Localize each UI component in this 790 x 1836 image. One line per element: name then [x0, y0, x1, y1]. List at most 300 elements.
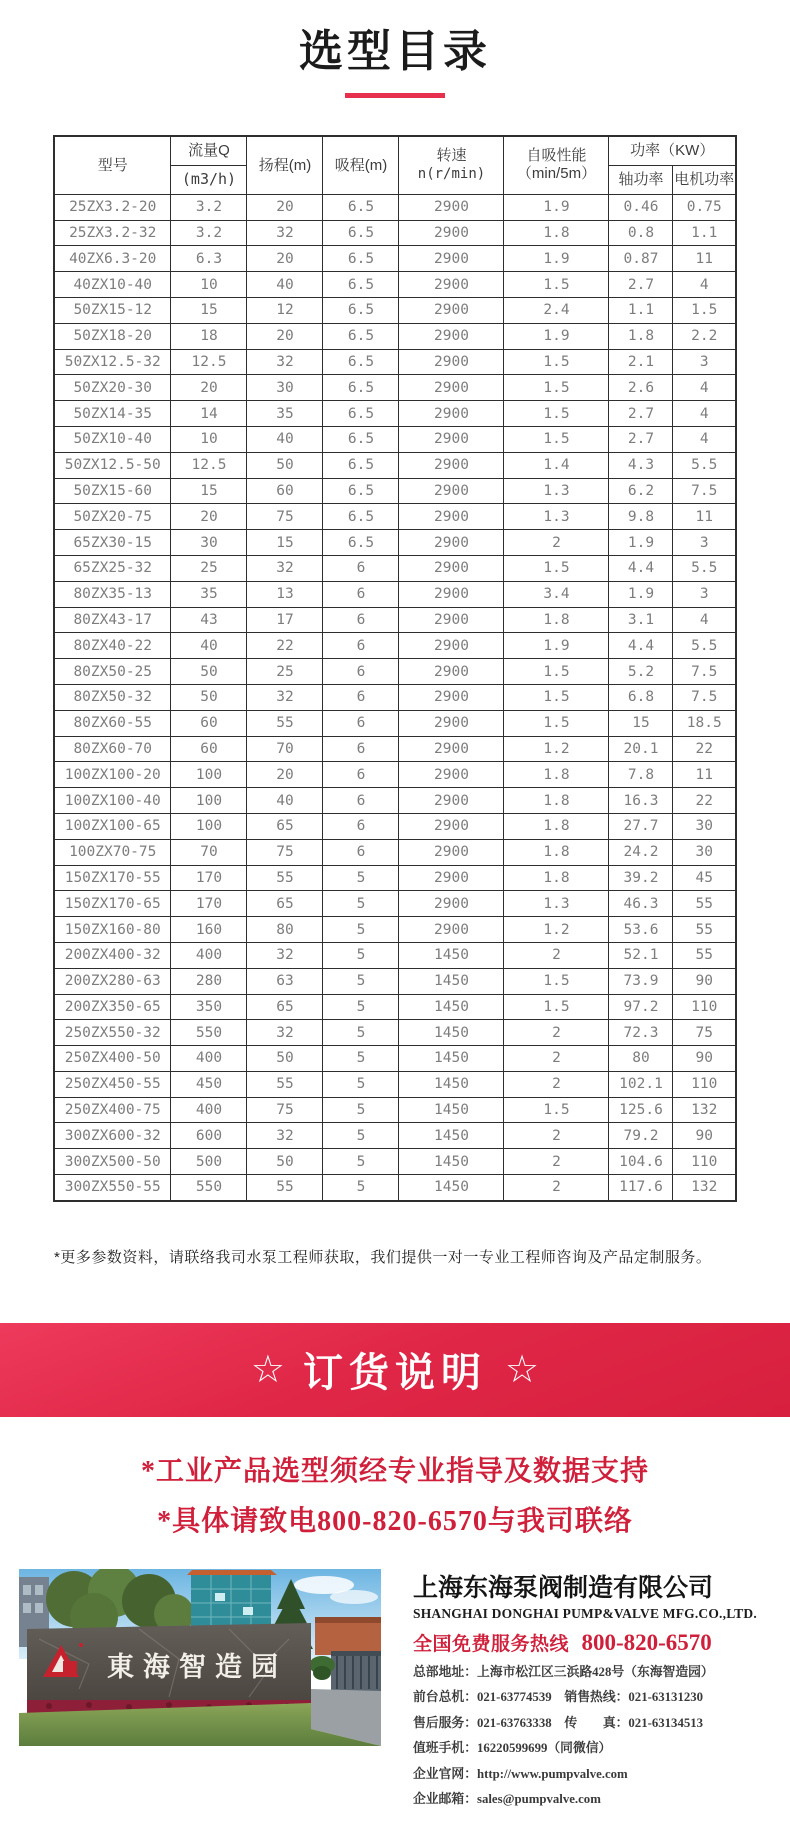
cell-flow: 600	[171, 1123, 247, 1149]
cell-motor_power: 90	[673, 1123, 736, 1149]
table-row	[54, 349, 736, 375]
cell-self_priming: 1.5	[504, 375, 609, 401]
table-row	[54, 607, 736, 633]
cell-speed: 2900	[399, 194, 504, 220]
right-building	[315, 1621, 381, 1655]
contact-phones-1: 前台总机：021-63774539 销售热线：021-63131230	[413, 1690, 704, 1705]
cell-self_priming: 1.9	[504, 246, 609, 272]
cell-self_priming: 1.9	[504, 323, 609, 349]
cell-suction: 6.5	[323, 401, 399, 427]
cell-head: 50	[247, 452, 323, 478]
cell-head: 65	[247, 813, 323, 839]
cell-head: 32	[247, 220, 323, 246]
cell-head: 70	[247, 736, 323, 762]
cell-shaft_power: 0.8	[609, 220, 673, 246]
table-row	[54, 1020, 736, 1046]
table-row	[54, 375, 736, 401]
cell-shaft_power: 117.6	[609, 1175, 673, 1201]
cell-motor_power: 132	[673, 1097, 736, 1123]
cell-speed: 2900	[399, 633, 504, 659]
cell-model: 50ZX18-20	[54, 323, 171, 349]
cell-speed: 2900	[399, 530, 504, 556]
table-row	[54, 1175, 736, 1201]
cell-suction: 5	[323, 1097, 399, 1123]
cell-suction: 6.5	[323, 375, 399, 401]
table-row	[54, 762, 736, 788]
banner-title-row	[251, 1341, 539, 1398]
cell-motor_power: 4	[673, 401, 736, 427]
cell-flow: 30	[171, 530, 247, 556]
cell-self_priming: 2	[504, 942, 609, 968]
cell-flow: 170	[171, 865, 247, 891]
cell-self_priming: 1.5	[504, 994, 609, 1020]
cell-head: 32	[247, 1123, 323, 1149]
cell-suction: 6.5	[323, 452, 399, 478]
cell-motor_power: 18.5	[673, 710, 736, 736]
cell-shaft_power: 73.9	[609, 968, 673, 994]
cell-self_priming: 2	[504, 530, 609, 556]
cell-self_priming: 2	[504, 1123, 609, 1149]
table-row	[54, 323, 736, 349]
cell-self_priming: 1.8	[504, 762, 609, 788]
cell-model: 50ZX10-40	[54, 426, 171, 452]
cell-suction: 6	[323, 813, 399, 839]
cell-head: 40	[247, 272, 323, 298]
cell-suction: 5	[323, 1020, 399, 1046]
table-row	[54, 865, 736, 891]
company-name-cn: 上海东海泵阀制造有限公司	[413, 1573, 714, 1602]
table-row	[54, 1123, 736, 1149]
cell-shaft_power: 4.4	[609, 633, 673, 659]
header-shaft-power: 轴功率	[609, 165, 673, 194]
cell-speed: 2900	[399, 375, 504, 401]
cell-motor_power: 3	[673, 581, 736, 607]
cell-suction: 6	[323, 839, 399, 865]
cell-shaft_power: 9.8	[609, 504, 673, 530]
cell-motor_power: 7.5	[673, 659, 736, 685]
table-row	[54, 1149, 736, 1175]
cell-motor_power: 110	[673, 1071, 736, 1097]
cell-model: 80ZX50-32	[54, 684, 171, 710]
table-row	[54, 839, 736, 865]
table-row	[54, 968, 736, 994]
cell-model: 150ZX160-80	[54, 917, 171, 943]
cell-suction: 6	[323, 633, 399, 659]
cell-speed: 1450	[399, 1046, 504, 1072]
cell-self_priming: 1.5	[504, 710, 609, 736]
table-row	[54, 194, 736, 220]
service-hotline	[413, 1629, 753, 1656]
cell-motor_power: 55	[673, 891, 736, 917]
cell-motor_power: 11	[673, 504, 736, 530]
cell-motor_power: 75	[673, 1020, 736, 1046]
company-section	[19, 1569, 771, 1813]
cell-motor_power: 55	[673, 942, 736, 968]
cell-motor_power: 3	[673, 530, 736, 556]
cell-flow: 15	[171, 297, 247, 323]
cell-self_priming: 1.8	[504, 788, 609, 814]
cell-model: 80ZX43-17	[54, 607, 171, 633]
header-motor-power: 电机功率	[673, 165, 736, 194]
table-row	[54, 788, 736, 814]
cell-head: 80	[247, 917, 323, 943]
cell-shaft_power: 6.2	[609, 478, 673, 504]
contact-website: 企业官网：http://www.pumpvalve.com	[413, 1766, 628, 1781]
cell-model: 100ZX100-20	[54, 762, 171, 788]
cell-model: 300ZX600-32	[54, 1123, 171, 1149]
cell-shaft_power: 16.3	[609, 788, 673, 814]
cell-suction: 5	[323, 865, 399, 891]
cell-self_priming: 1.5	[504, 426, 609, 452]
table-row	[54, 736, 736, 762]
cell-speed: 1450	[399, 1175, 504, 1201]
cell-motor_power: 1.5	[673, 297, 736, 323]
cell-shaft_power: 80	[609, 1046, 673, 1072]
cell-flow: 100	[171, 813, 247, 839]
cell-self_priming: 1.5	[504, 659, 609, 685]
cell-motor_power: 4	[673, 375, 736, 401]
cell-head: 30	[247, 375, 323, 401]
cell-speed: 2900	[399, 891, 504, 917]
cell-motor_power: 22	[673, 736, 736, 762]
cell-shaft_power: 0.46	[609, 194, 673, 220]
cell-model: 80ZX35-13	[54, 581, 171, 607]
cell-model: 50ZX15-60	[54, 478, 171, 504]
cell-speed: 2900	[399, 272, 504, 298]
cell-self_priming: 1.4	[504, 452, 609, 478]
cell-suction: 6	[323, 762, 399, 788]
cell-flow: 15	[171, 478, 247, 504]
cell-flow: 35	[171, 581, 247, 607]
table-row	[54, 272, 736, 298]
header-model: 型号	[54, 136, 171, 195]
table-row	[54, 1071, 736, 1097]
cell-head: 75	[247, 839, 323, 865]
cell-head: 32	[247, 942, 323, 968]
cell-head: 32	[247, 349, 323, 375]
cell-suction: 5	[323, 1071, 399, 1097]
cell-self_priming: 2	[504, 1175, 609, 1201]
cell-shaft_power: 72.3	[609, 1020, 673, 1046]
cell-suction: 6	[323, 710, 399, 736]
cell-model: 40ZX10-40	[54, 272, 171, 298]
cell-flow: 14	[171, 401, 247, 427]
cell-motor_power: 90	[673, 968, 736, 994]
table-row	[54, 478, 736, 504]
cell-self_priming: 1.3	[504, 478, 609, 504]
cell-head: 35	[247, 401, 323, 427]
cell-suction: 5	[323, 994, 399, 1020]
cell-suction: 5	[323, 917, 399, 943]
header-power: 功率（KW）	[609, 136, 736, 166]
cell-self_priming: 1.8	[504, 813, 609, 839]
cell-suction: 6.5	[323, 272, 399, 298]
cell-model: 200ZX350-65	[54, 994, 171, 1020]
cell-self_priming: 2.4	[504, 297, 609, 323]
cell-self_priming: 1.5	[504, 968, 609, 994]
cell-head: 20	[247, 323, 323, 349]
cell-motor_power: 4	[673, 607, 736, 633]
cell-speed: 2900	[399, 813, 504, 839]
company-info	[413, 1569, 757, 1813]
contact-email: 企业邮箱：sales@pumpvalve.com	[413, 1792, 601, 1807]
cell-shaft_power: 2.7	[609, 401, 673, 427]
sign-wall	[27, 1623, 311, 1705]
cell-shaft_power: 1.1	[609, 297, 673, 323]
cell-head: 32	[247, 555, 323, 581]
cell-shaft_power: 1.8	[609, 323, 673, 349]
cell-self_priming: 3.4	[504, 581, 609, 607]
cell-head: 55	[247, 1071, 323, 1097]
header-flow-unit: (m3/h)	[171, 165, 247, 194]
cell-suction: 5	[323, 891, 399, 917]
sign-text: 東海智造园	[107, 1651, 287, 1682]
cell-speed: 2900	[399, 220, 504, 246]
cell-self_priming: 1.2	[504, 736, 609, 762]
star-icon: ☆	[250, 1349, 285, 1392]
header-flow: 流量Q	[171, 136, 247, 166]
cell-self_priming: 1.8	[504, 839, 609, 865]
cell-model: 250ZX550-32	[54, 1020, 171, 1046]
cell-head: 55	[247, 865, 323, 891]
cell-flow: 10	[171, 426, 247, 452]
cell-motor_power: 30	[673, 839, 736, 865]
cell-motor_power: 11	[673, 246, 736, 272]
header-speed: 转速 n(r/min)	[399, 136, 504, 195]
cell-self_priming: 1.8	[504, 865, 609, 891]
cell-shaft_power: 97.2	[609, 994, 673, 1020]
cell-flow: 280	[171, 968, 247, 994]
order-instructions-banner	[0, 1323, 790, 1417]
cell-speed: 2900	[399, 839, 504, 865]
cell-flow: 6.3	[171, 246, 247, 272]
cell-suction: 6.5	[323, 504, 399, 530]
cell-speed: 1450	[399, 1097, 504, 1123]
cell-flow: 43	[171, 607, 247, 633]
notice-line-1: *工业产品选型须经专业指导及数据支持	[140, 1455, 649, 1487]
cell-flow: 25	[171, 555, 247, 581]
hotline-number: 800-820-6570	[581, 1629, 712, 1655]
cell-shaft_power: 2.6	[609, 375, 673, 401]
cell-shaft_power: 46.3	[609, 891, 673, 917]
contact-phones-2: 售后服务：021-63763338 传 真：021-63134513	[413, 1715, 704, 1730]
cell-shaft_power: 4.3	[609, 452, 673, 478]
cell-flow: 12.5	[171, 452, 247, 478]
cell-model: 150ZX170-55	[54, 865, 171, 891]
cell-flow: 100	[171, 762, 247, 788]
cell-model: 65ZX30-15	[54, 530, 171, 556]
cell-speed: 2900	[399, 478, 504, 504]
page-title: 选型目录	[299, 27, 491, 76]
cell-suction: 6	[323, 736, 399, 762]
cell-model: 80ZX60-55	[54, 710, 171, 736]
cell-suction: 6	[323, 555, 399, 581]
cell-flow: 400	[171, 1046, 247, 1072]
cell-motor_power: 1.1	[673, 220, 736, 246]
header-self-priming: 自吸性能 （min/5m）	[504, 136, 609, 195]
cell-model: 50ZX12.5-32	[54, 349, 171, 375]
cell-motor_power: 55	[673, 917, 736, 943]
cell-suction: 6.5	[323, 349, 399, 375]
header-head: 扬程(m)	[247, 136, 323, 195]
cell-flow: 170	[171, 891, 247, 917]
cell-suction: 6.5	[323, 530, 399, 556]
table-row	[54, 1046, 736, 1072]
cell-speed: 1450	[399, 1149, 504, 1175]
cell-suction: 6.5	[323, 297, 399, 323]
cell-suction: 6.5	[323, 246, 399, 272]
cell-speed: 2900	[399, 349, 504, 375]
cell-flow: 3.2	[171, 194, 247, 220]
cell-suction: 5	[323, 1123, 399, 1149]
cell-shaft_power: 1.9	[609, 530, 673, 556]
footnote: *更多参数资料，请联络我司水泵工程师获取，我们提供一对一专业工程师咨询及产品定制服务。	[54, 1248, 712, 1266]
cell-speed: 2900	[399, 684, 504, 710]
notice-line-2: *具体请致电800-820-6570与我司联络	[157, 1505, 633, 1537]
cell-model: 150ZX170-65	[54, 891, 171, 917]
cell-model: 250ZX400-50	[54, 1046, 171, 1072]
table-row	[54, 942, 736, 968]
cell-flow: 100	[171, 788, 247, 814]
cell-speed: 2900	[399, 246, 504, 272]
cell-motor_power: 45	[673, 865, 736, 891]
cell-head: 55	[247, 1175, 323, 1201]
hotline-label: 全国免费服务热线	[413, 1633, 570, 1655]
cell-motor_power: 132	[673, 1175, 736, 1201]
cell-flow: 40	[171, 633, 247, 659]
table-row	[54, 530, 736, 556]
cell-speed: 1450	[399, 1071, 504, 1097]
cell-shaft_power: 1.9	[609, 581, 673, 607]
cell-flow: 10	[171, 272, 247, 298]
cell-flow: 20	[171, 504, 247, 530]
cell-self_priming: 1.5	[504, 555, 609, 581]
cell-shaft_power: 2.7	[609, 272, 673, 298]
cell-self_priming: 2	[504, 1046, 609, 1072]
cell-suction: 6	[323, 607, 399, 633]
cell-motor_power: 4	[673, 272, 736, 298]
cell-head: 40	[247, 788, 323, 814]
cell-suction: 5	[323, 942, 399, 968]
cell-shaft_power: 5.2	[609, 659, 673, 685]
table-row	[54, 813, 736, 839]
cell-suction: 5	[323, 1046, 399, 1072]
cell-shaft_power: 104.6	[609, 1149, 673, 1175]
cell-suction: 6	[323, 659, 399, 685]
cell-suction: 6.5	[323, 194, 399, 220]
cell-model: 65ZX25-32	[54, 555, 171, 581]
cell-speed: 2900	[399, 917, 504, 943]
table-row	[54, 710, 736, 736]
cell-head: 40	[247, 426, 323, 452]
cell-shaft_power: 24.2	[609, 839, 673, 865]
cell-model: 50ZX12.5-50	[54, 452, 171, 478]
cell-motor_power: 90	[673, 1046, 736, 1072]
cell-motor_power: 110	[673, 994, 736, 1020]
cell-speed: 1450	[399, 994, 504, 1020]
cell-suction: 5	[323, 1149, 399, 1175]
cell-shaft_power: 15	[609, 710, 673, 736]
cell-shaft_power: 52.1	[609, 942, 673, 968]
cell-flow: 3.2	[171, 220, 247, 246]
cell-flow: 500	[171, 1149, 247, 1175]
cell-head: 20	[247, 246, 323, 272]
cell-model: 50ZX20-75	[54, 504, 171, 530]
contact-address: 总部地址：上海市松江区三浜路428号（东海智造园）	[413, 1664, 714, 1679]
cell-suction: 5	[323, 968, 399, 994]
cell-shaft_power: 4.4	[609, 555, 673, 581]
cell-flow: 450	[171, 1071, 247, 1097]
cell-motor_power: 3	[673, 349, 736, 375]
cell-head: 55	[247, 710, 323, 736]
cell-head: 17	[247, 607, 323, 633]
cell-flow: 550	[171, 1020, 247, 1046]
cell-suction: 6	[323, 788, 399, 814]
cell-model: 100ZX70-75	[54, 839, 171, 865]
banner-title: 订货说明	[303, 1351, 487, 1396]
cell-speed: 1450	[399, 942, 504, 968]
table-row	[54, 426, 736, 452]
cell-model: 80ZX50-25	[54, 659, 171, 685]
cell-speed: 2900	[399, 788, 504, 814]
cell-head: 25	[247, 659, 323, 685]
cell-self_priming: 1.3	[504, 891, 609, 917]
cell-motor_power: 5.5	[673, 633, 736, 659]
cell-head: 65	[247, 994, 323, 1020]
cell-motor_power: 110	[673, 1149, 736, 1175]
table-row	[54, 504, 736, 530]
cell-speed: 2900	[399, 452, 504, 478]
cell-suction: 6.5	[323, 478, 399, 504]
cell-self_priming: 1.5	[504, 1097, 609, 1123]
cell-self_priming: 1.8	[504, 607, 609, 633]
cell-head: 15	[247, 530, 323, 556]
cell-flow: 18	[171, 323, 247, 349]
cell-speed: 2900	[399, 736, 504, 762]
cell-model: 200ZX280-63	[54, 968, 171, 994]
cell-flow: 160	[171, 917, 247, 943]
cell-head: 20	[247, 194, 323, 220]
cell-speed: 2900	[399, 555, 504, 581]
cell-speed: 2900	[399, 426, 504, 452]
cell-speed: 2900	[399, 762, 504, 788]
cell-suction: 6.5	[323, 220, 399, 246]
cell-self_priming: 2	[504, 1071, 609, 1097]
table-row	[54, 452, 736, 478]
cell-head: 12	[247, 297, 323, 323]
cell-model: 50ZX15-12	[54, 297, 171, 323]
cell-suction: 6.5	[323, 426, 399, 452]
cell-flow: 70	[171, 839, 247, 865]
table-row	[54, 555, 736, 581]
cell-model: 80ZX60-70	[54, 736, 171, 762]
cell-model: 80ZX40-22	[54, 633, 171, 659]
cell-motor_power: 7.5	[673, 684, 736, 710]
cell-self_priming: 1.9	[504, 633, 609, 659]
cell-model: 200ZX400-32	[54, 942, 171, 968]
cell-model: 50ZX20-30	[54, 375, 171, 401]
cell-flow: 12.5	[171, 349, 247, 375]
cell-self_priming: 1.5	[504, 684, 609, 710]
cell-shaft_power: 2.7	[609, 426, 673, 452]
cell-speed: 2900	[399, 710, 504, 736]
cell-suction: 6	[323, 684, 399, 710]
cell-shaft_power: 2.1	[609, 349, 673, 375]
notice-block	[0, 1447, 790, 1547]
table-row	[54, 401, 736, 427]
cell-shaft_power: 7.8	[609, 762, 673, 788]
table-row	[54, 633, 736, 659]
